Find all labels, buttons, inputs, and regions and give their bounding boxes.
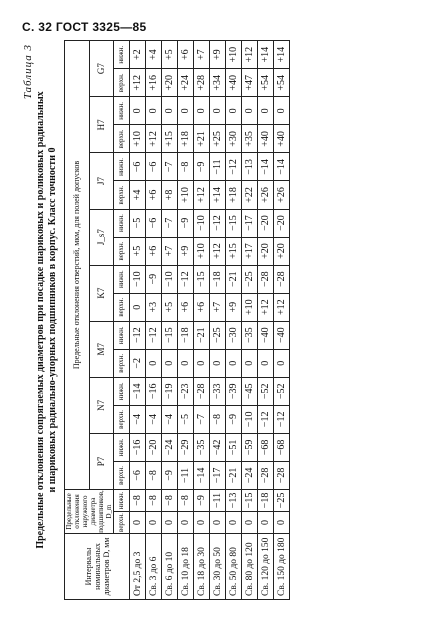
value-cell: +7 xyxy=(210,293,226,321)
value-cell: +34 xyxy=(210,69,226,97)
lower-deviation-header: нижн. xyxy=(114,41,130,69)
value-cell: +6 xyxy=(178,41,194,69)
value-cell: −15 xyxy=(162,321,178,349)
interval-cell: Св. 18 до 30 xyxy=(194,534,210,600)
value-cell: −9 xyxy=(194,153,210,181)
table-row xyxy=(210,41,226,600)
value-cell: 0 xyxy=(226,349,242,377)
value-cell: −15 xyxy=(226,209,242,237)
value-cell: 0 xyxy=(146,97,162,125)
value-cell: −12 xyxy=(146,321,162,349)
value-cell: +40 xyxy=(226,69,242,97)
value-cell: 0 xyxy=(242,512,258,534)
value-cell: +12 xyxy=(146,125,162,153)
value-cell: 0 xyxy=(242,97,258,125)
value-cell: −9 xyxy=(162,461,178,489)
value-cell: +10 xyxy=(194,237,210,265)
upper-deviation-header: верхн. xyxy=(114,405,130,433)
upper-deviation-header: верхн. xyxy=(114,181,130,209)
value-cell: 0 xyxy=(258,349,274,377)
value-cell: +7 xyxy=(194,41,210,69)
value-cell: −10 xyxy=(194,209,210,237)
table-title-line-2: и шариковых радиально-упорных подшипников в корпус. Класс точности 0 xyxy=(47,147,58,493)
table-row xyxy=(274,41,290,600)
value-cell: −12 xyxy=(178,265,194,293)
value-cell: 0 xyxy=(210,349,226,377)
field-header: J_s7 xyxy=(89,209,114,265)
value-cell: +6 xyxy=(194,293,210,321)
table-row xyxy=(226,41,242,600)
interval-cell: Св. 120 до 150 xyxy=(258,534,274,600)
value-cell: −19 xyxy=(162,377,178,405)
value-cell: +30 xyxy=(226,125,242,153)
value-cell: 0 xyxy=(130,293,146,321)
value-cell: −33 xyxy=(210,377,226,405)
value-cell: 0 xyxy=(162,97,178,125)
value-cell: 0 xyxy=(258,512,274,534)
value-cell: +7 xyxy=(162,237,178,265)
value-cell: −24 xyxy=(242,461,258,489)
value-cell: −52 xyxy=(258,377,274,405)
field-header: P7 xyxy=(89,433,114,489)
value-cell: +17 xyxy=(242,237,258,265)
interval-header: Интервалы номинальных диаметров D, мм xyxy=(65,534,130,600)
value-cell: −12 xyxy=(130,321,146,349)
rotated-table-block xyxy=(22,40,407,600)
value-cell: −20 xyxy=(146,433,162,461)
value-cell: −15 xyxy=(242,489,258,511)
value-cell: +14 xyxy=(210,181,226,209)
page-header: С. 32 ГОСТ 3325—85 xyxy=(22,20,147,34)
upper-deviation-header: верхн. xyxy=(114,461,130,489)
value-cell: 0 xyxy=(226,97,242,125)
value-cell: −12 xyxy=(274,405,290,433)
value-cell: +18 xyxy=(226,181,242,209)
value-cell: +12 xyxy=(194,181,210,209)
field-header: M7 xyxy=(89,321,114,377)
value-cell: −9 xyxy=(226,405,242,433)
value-cell: 0 xyxy=(194,512,210,534)
value-cell: −8 xyxy=(130,489,146,511)
value-cell: +25 xyxy=(210,125,226,153)
value-cell: −16 xyxy=(130,433,146,461)
value-cell: +18 xyxy=(178,125,194,153)
field-header: H7 xyxy=(89,97,114,153)
value-cell: +26 xyxy=(274,181,290,209)
value-cell: −24 xyxy=(162,433,178,461)
table-row xyxy=(130,41,146,600)
value-cell: −9 xyxy=(194,489,210,511)
upper-deviation-header: верхн. xyxy=(114,349,130,377)
value-cell: +4 xyxy=(146,41,162,69)
value-cell: −12 xyxy=(226,153,242,181)
value-cell: 0 xyxy=(130,97,146,125)
value-cell: +22 xyxy=(242,181,258,209)
value-cell: −5 xyxy=(130,209,146,237)
value-cell: −18 xyxy=(178,321,194,349)
value-cell: +15 xyxy=(226,237,242,265)
value-cell: −28 xyxy=(258,265,274,293)
value-cell: −68 xyxy=(258,433,274,461)
interval-cell: Св. 150 до 180 xyxy=(274,534,290,600)
value-cell: +47 xyxy=(242,69,258,97)
value-cell: +20 xyxy=(162,69,178,97)
value-cell: −8 xyxy=(178,153,194,181)
value-cell: −18 xyxy=(258,489,274,511)
table-row xyxy=(178,41,194,600)
value-cell: +12 xyxy=(274,293,290,321)
value-cell: −28 xyxy=(274,265,290,293)
value-cell: +4 xyxy=(130,181,146,209)
lower-deviation-header: нижн. xyxy=(114,97,130,125)
value-cell: −7 xyxy=(162,153,178,181)
value-cell: 0 xyxy=(210,97,226,125)
value-cell: −39 xyxy=(226,377,242,405)
value-cell: +10 xyxy=(242,293,258,321)
value-cell: −8 xyxy=(210,405,226,433)
value-cell: −9 xyxy=(146,265,162,293)
lower-deviation-header: нижн. xyxy=(114,153,130,181)
value-cell: −20 xyxy=(258,209,274,237)
lower-deviation-header: нижн. xyxy=(114,321,130,349)
table-title-line-1: Предельные отклонения сопрягаемых диаметров при посадке шариковых и роликовых радиальных xyxy=(35,91,46,549)
value-cell: 0 xyxy=(274,512,290,534)
value-cell: −51 xyxy=(226,433,242,461)
value-cell: +8 xyxy=(162,181,178,209)
value-cell: +12 xyxy=(130,69,146,97)
value-cell: +26 xyxy=(258,181,274,209)
value-cell: −11 xyxy=(178,461,194,489)
value-cell: +54 xyxy=(258,69,274,97)
value-cell: +24 xyxy=(178,69,194,97)
value-cell: −10 xyxy=(242,405,258,433)
value-cell: −21 xyxy=(194,321,210,349)
value-cell: −13 xyxy=(226,489,242,511)
value-cell: −28 xyxy=(194,377,210,405)
value-cell: +12 xyxy=(210,237,226,265)
value-cell: 0 xyxy=(146,512,162,534)
value-cell: −35 xyxy=(194,433,210,461)
value-cell: −17 xyxy=(242,209,258,237)
value-cell: +14 xyxy=(258,41,274,69)
value-cell: 0 xyxy=(274,349,290,377)
value-cell: −20 xyxy=(274,209,290,237)
value-cell: +6 xyxy=(178,293,194,321)
value-cell: −8 xyxy=(146,489,162,511)
field-header: J7 xyxy=(89,153,114,209)
value-cell: 0 xyxy=(178,512,194,534)
value-cell: −10 xyxy=(130,265,146,293)
value-cell: −14 xyxy=(130,377,146,405)
interval-cell: Св. 30 до 50 xyxy=(210,534,226,600)
value-cell: −15 xyxy=(194,265,210,293)
value-cell: −23 xyxy=(178,377,194,405)
lower-deviation-header: нижн. xyxy=(114,433,130,461)
value-cell: 0 xyxy=(258,97,274,125)
table-title xyxy=(35,40,59,600)
value-cell: −18 xyxy=(210,265,226,293)
value-cell: +9 xyxy=(210,41,226,69)
value-cell: −5 xyxy=(178,405,194,433)
value-cell: −14 xyxy=(194,461,210,489)
value-cell: +15 xyxy=(162,125,178,153)
value-cell: +3 xyxy=(146,293,162,321)
value-cell: +40 xyxy=(274,125,290,153)
value-cell: −28 xyxy=(274,461,290,489)
value-cell: 0 xyxy=(178,349,194,377)
value-cell: +5 xyxy=(162,293,178,321)
value-cell: −11 xyxy=(210,153,226,181)
table-row xyxy=(146,41,162,600)
value-cell: −29 xyxy=(178,433,194,461)
value-cell: −30 xyxy=(226,321,242,349)
lower-deviation-header: нижн. xyxy=(114,265,130,293)
value-cell: −6 xyxy=(130,461,146,489)
value-cell: −8 xyxy=(178,489,194,511)
table-row xyxy=(258,41,274,600)
value-cell: +20 xyxy=(274,237,290,265)
value-cell: −45 xyxy=(242,377,258,405)
interval-cell: От 2,5 до 3 xyxy=(130,534,146,600)
value-cell: −68 xyxy=(274,433,290,461)
value-cell: −17 xyxy=(210,461,226,489)
table-row xyxy=(162,41,178,600)
value-cell: +35 xyxy=(242,125,258,153)
value-cell: −52 xyxy=(274,377,290,405)
value-cell: −11 xyxy=(210,489,226,511)
interval-cell: Св. 80 до 120 xyxy=(242,534,258,600)
upper-deviation-header: верхн. xyxy=(114,237,130,265)
value-cell: +6 xyxy=(146,237,162,265)
value-cell: −21 xyxy=(226,265,242,293)
interval-cell: Св. 50 до 80 xyxy=(226,534,242,600)
value-cell: +40 xyxy=(258,125,274,153)
value-cell: +9 xyxy=(178,237,194,265)
value-cell: 0 xyxy=(178,97,194,125)
upper-deviation-header: верхн. xyxy=(114,125,130,153)
value-cell: 0 xyxy=(226,512,242,534)
value-cell: +5 xyxy=(162,41,178,69)
value-cell: −12 xyxy=(258,405,274,433)
value-cell: 0 xyxy=(146,349,162,377)
lower-deviation-header: нижн. xyxy=(114,209,130,237)
field-header: G7 xyxy=(89,41,114,97)
value-cell: −6 xyxy=(130,153,146,181)
value-cell: +2 xyxy=(130,41,146,69)
value-cell: −35 xyxy=(242,321,258,349)
fields-group-header: Предельные отклонения отверстий, мкм, для полей допусков xyxy=(65,41,90,490)
value-cell: −6 xyxy=(146,209,162,237)
interval-cell: Св. 3 до 6 xyxy=(146,534,162,600)
table-label: Таблица 3 xyxy=(22,44,34,100)
upper-deviation-header: верхн. xyxy=(114,293,130,321)
value-cell: −59 xyxy=(242,433,258,461)
value-cell: +9 xyxy=(226,293,242,321)
value-cell: 0 xyxy=(162,349,178,377)
value-cell: −4 xyxy=(146,405,162,433)
value-cell: −8 xyxy=(162,489,178,511)
value-cell: +28 xyxy=(194,69,210,97)
upper-deviation-header: верхн. xyxy=(114,512,130,534)
value-cell: 0 xyxy=(194,349,210,377)
value-cell: −9 xyxy=(178,209,194,237)
value-cell: −4 xyxy=(162,405,178,433)
value-cell: −7 xyxy=(194,405,210,433)
value-cell: −25 xyxy=(242,265,258,293)
upper-deviation-header: верхн. xyxy=(114,69,130,97)
value-cell: +10 xyxy=(130,125,146,153)
lower-deviation-header: нижн. xyxy=(114,489,130,511)
value-cell: +54 xyxy=(274,69,290,97)
value-cell: −40 xyxy=(258,321,274,349)
value-cell: −16 xyxy=(146,377,162,405)
interval-cell: Св. 10 до 18 xyxy=(178,534,194,600)
value-cell: 0 xyxy=(274,97,290,125)
value-cell: −4 xyxy=(130,405,146,433)
value-cell: +12 xyxy=(242,41,258,69)
value-cell: +12 xyxy=(258,293,274,321)
value-cell: +5 xyxy=(130,237,146,265)
table-row xyxy=(242,41,258,600)
value-cell: −28 xyxy=(258,461,274,489)
field-header: N7 xyxy=(89,377,114,433)
value-cell: −6 xyxy=(146,153,162,181)
value-cell: −12 xyxy=(210,209,226,237)
value-cell: +20 xyxy=(258,237,274,265)
value-cell: −10 xyxy=(162,265,178,293)
value-cell: −2 xyxy=(130,349,146,377)
value-cell: −40 xyxy=(274,321,290,349)
field-header: K7 xyxy=(89,265,114,321)
value-cell: +6 xyxy=(146,181,162,209)
value-cell: 0 xyxy=(162,512,178,534)
value-cell: +10 xyxy=(226,41,242,69)
value-cell: −21 xyxy=(226,461,242,489)
value-cell: −14 xyxy=(258,153,274,181)
value-cell: +10 xyxy=(178,181,194,209)
value-cell: 0 xyxy=(242,349,258,377)
value-cell: 0 xyxy=(130,512,146,534)
value-cell: −42 xyxy=(210,433,226,461)
table-row xyxy=(194,41,210,600)
value-cell: 0 xyxy=(194,97,210,125)
value-cell: −13 xyxy=(242,153,258,181)
value-cell: −25 xyxy=(210,321,226,349)
value-cell: 0 xyxy=(210,512,226,534)
value-cell: −14 xyxy=(274,153,290,181)
tolerance-table xyxy=(64,40,290,600)
lower-deviation-header: нижн. xyxy=(114,377,130,405)
value-cell: −25 xyxy=(274,489,290,511)
value-cell: +16 xyxy=(146,69,162,97)
bearing-header: Предельные отклонения наружного диаметра подшипников, D_m xyxy=(65,490,113,533)
value-cell: −8 xyxy=(146,461,162,489)
value-cell: +14 xyxy=(274,41,290,69)
value-cell: +21 xyxy=(194,125,210,153)
value-cell: −7 xyxy=(162,209,178,237)
interval-cell: Св. 6 до 10 xyxy=(162,534,178,600)
